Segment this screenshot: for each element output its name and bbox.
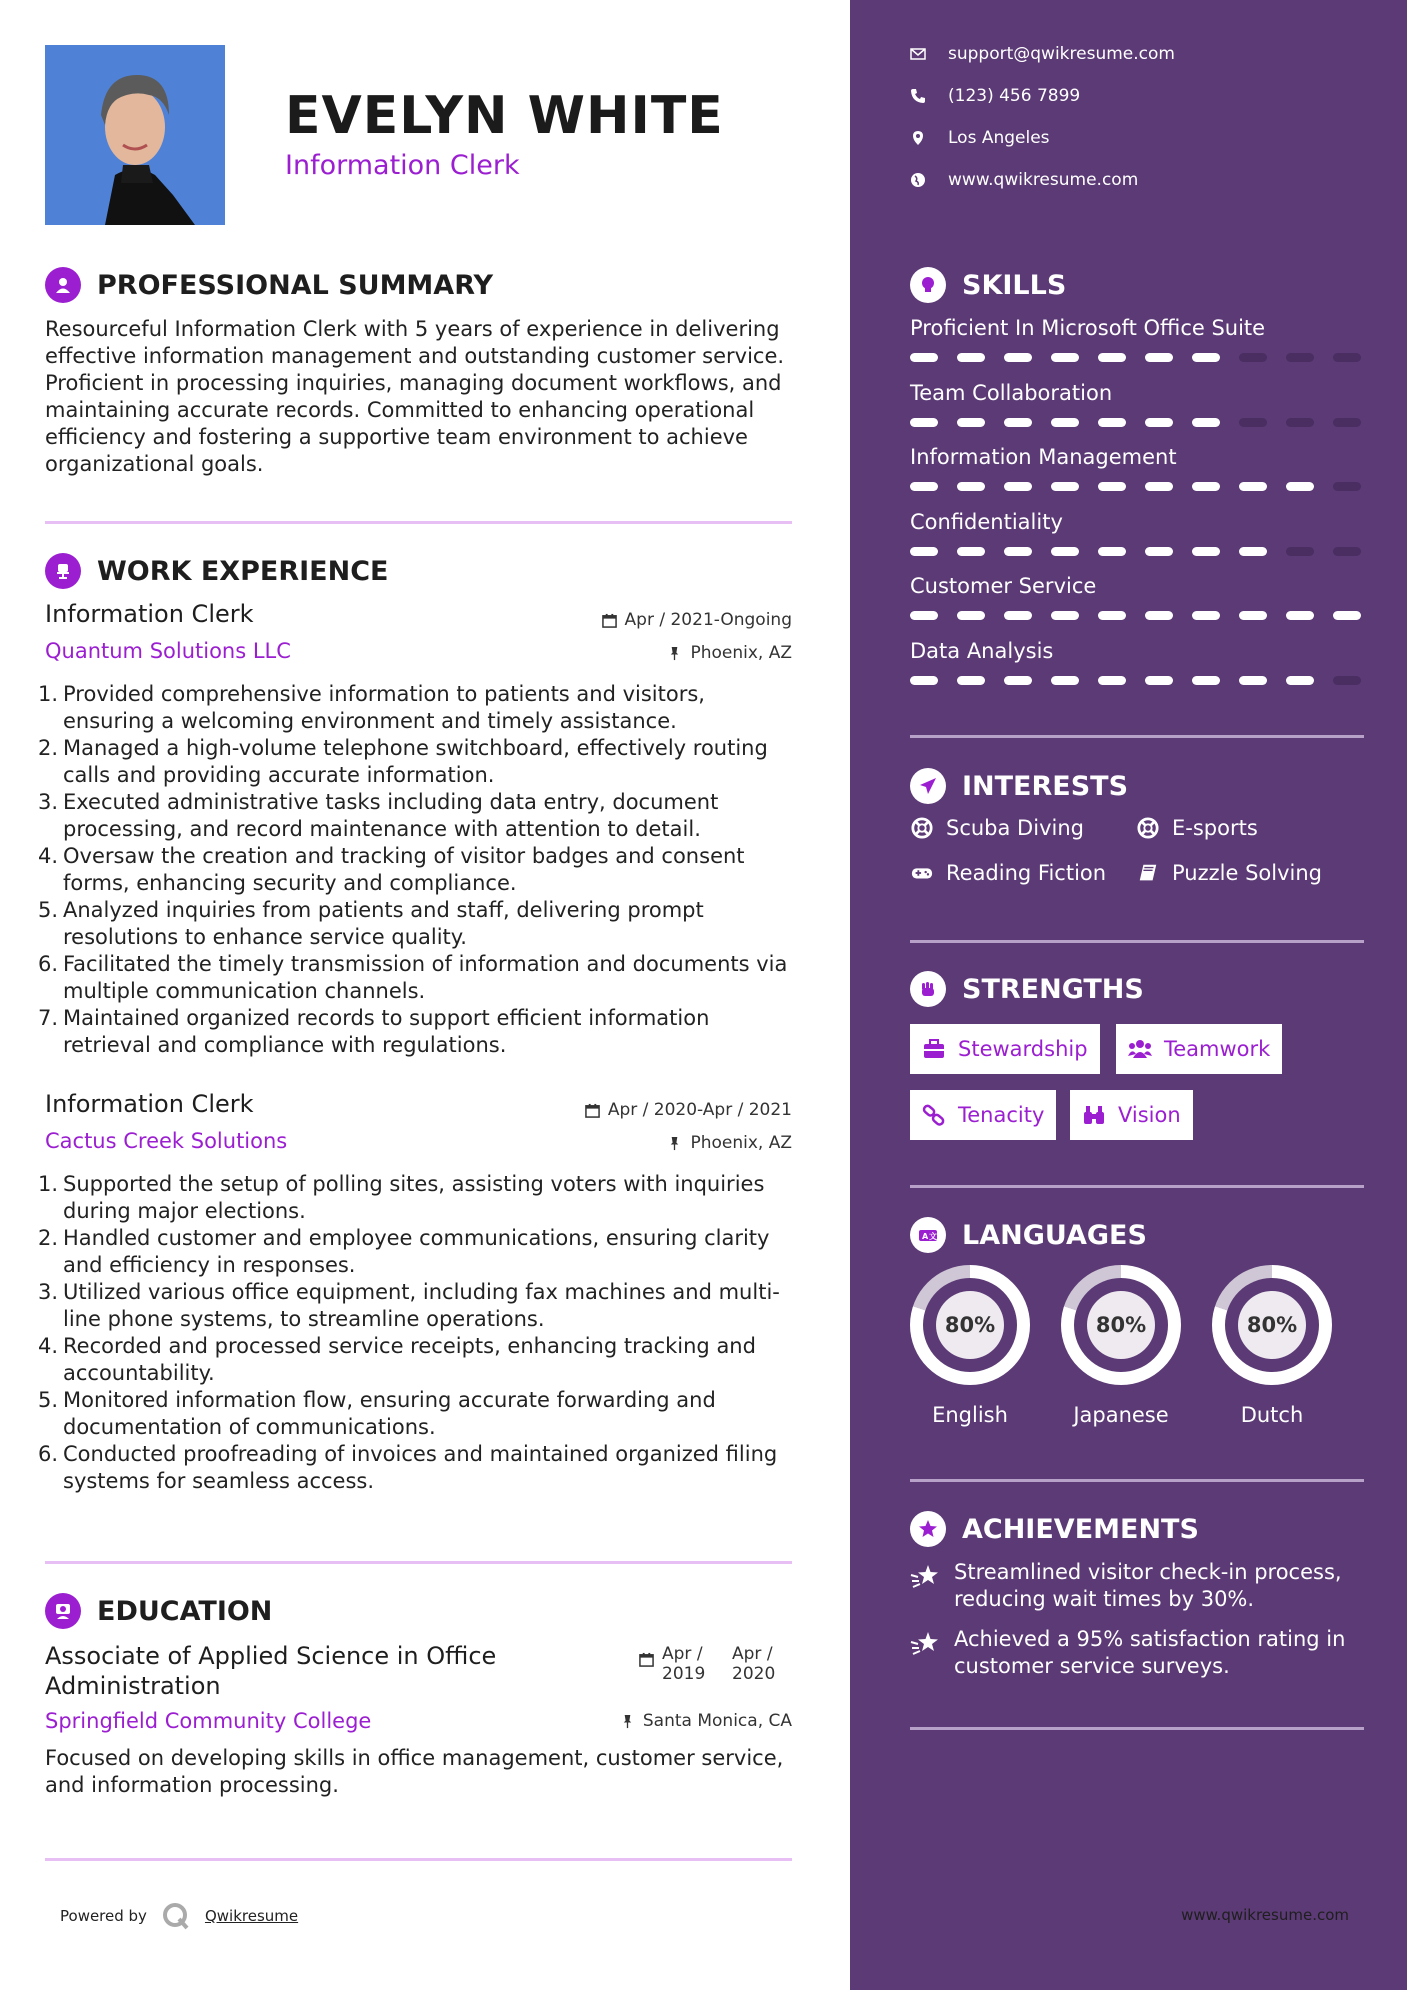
achievement-item: Streamlined visitor check-in process, reducing wait times by 30%. (910, 1559, 1370, 1613)
job-location (667, 1133, 792, 1153)
pin-icon (667, 1136, 682, 1151)
language-name: Dutch (1240, 1403, 1304, 1427)
interest-item: Puzzle Solving (1136, 861, 1322, 885)
rating-dot (910, 611, 938, 620)
experience-heading (45, 553, 388, 589)
rating-dot (1004, 611, 1032, 620)
calendar-icon (602, 613, 617, 628)
rating-dot (1145, 353, 1173, 362)
rating-dot (1004, 482, 1032, 491)
strength-tag: Tenacity (910, 1090, 1056, 1140)
rating-dot (1098, 418, 1126, 427)
strengths-title: STRENGTHS (962, 973, 1144, 1005)
list-item: 4. Recorded and processed service receipts, enhancing tracking and accountability. (38, 1334, 756, 1385)
summary-text: Resourceful Information Clerk with 5 years of experience in delivering effective information management and outstanding customer service. Proficient in processing inquiries, managing document workflows, and maintaining accurate records. Committed to enhancing operational efficiency and fostering a supportive team environment to achieve organizational goals. (45, 317, 785, 476)
interests-heading (910, 768, 1128, 804)
rating-dot (1051, 676, 1079, 685)
briefcase-icon (922, 1038, 946, 1060)
skill-rating (910, 353, 1361, 362)
rating-dot (1333, 676, 1361, 685)
rating-dot (1051, 482, 1079, 491)
rating-dot (910, 353, 938, 362)
list-item: 2. Managed a high-volume telephone switchboard, effectively routing calls and providing accurate information. (38, 736, 768, 787)
rating-dot (1286, 418, 1314, 427)
job-date (585, 1100, 792, 1120)
list-item: 7. Maintained organized records to support efficient information retrieval and compliance with regulations. (38, 1006, 710, 1057)
star-badge-icon (910, 1511, 946, 1547)
school-name: Springfield Community College (45, 1709, 372, 1733)
list-item: 3. Utilized various office equipment, including fax machines and multi-line phone systems, to streamline operations. (38, 1280, 780, 1331)
lifebuoy-icon (910, 817, 934, 839)
rating-dot (1286, 353, 1314, 362)
skill-name: Proficient In Microsoft Office Suite (910, 316, 1266, 340)
rating-dot (1004, 547, 1032, 556)
skills-title: SKILLS (962, 269, 1067, 301)
list-item: 1. Provided comprehensive information to patients and visitors, ensuring a welcoming environment and timely assistance. (38, 682, 705, 733)
language-ring (910, 1265, 1030, 1385)
shooting-star-icon (910, 1630, 940, 1658)
translate-icon (910, 1217, 946, 1253)
sidebar (850, 0, 1407, 1990)
skill-name: Team Collaboration (910, 381, 1113, 405)
binoculars-icon (1082, 1104, 1106, 1126)
job-location (667, 643, 792, 663)
summary-title: PROFESSIONAL SUMMARY (97, 269, 494, 301)
languages-title: LANGUAGES (962, 1219, 1147, 1251)
lifebuoy-icon (1136, 817, 1160, 839)
job-date (602, 610, 792, 630)
skill-rating (910, 418, 1361, 427)
phone-icon (910, 88, 926, 104)
education-title: EDUCATION (97, 1595, 273, 1627)
users-icon (1128, 1038, 1152, 1060)
skill-name: Data Analysis (910, 639, 1054, 663)
interest-item: Scuba Diving (910, 816, 1084, 840)
pin-icon (667, 646, 682, 661)
rating-dot (1192, 547, 1220, 556)
language-percent: 80% (1238, 1291, 1306, 1359)
rating-dot (1098, 547, 1126, 556)
list-item: 6. Facilitated the timely transmission of information and documents via multiple communication channels. (38, 952, 788, 1003)
chair-icon (45, 553, 81, 589)
rating-dot (957, 353, 985, 362)
interest-item: E-sports (1136, 816, 1258, 840)
job-date-text: Apr / 2021-Ongoing (624, 610, 792, 630)
rating-dot (1051, 353, 1079, 362)
list-item: 4. Oversaw the creation and tracking of visitor badges and consent forms, enhancing security and compliance. (38, 844, 745, 895)
footer-website[interactable]: www.qwikresume.com (1181, 1906, 1349, 1924)
interests-title: INTERESTS (962, 770, 1129, 802)
rating-dot (1192, 676, 1220, 685)
contact-email[interactable]: support@qwikresume.com (910, 44, 1175, 64)
summary-heading (45, 267, 493, 303)
job-bullets (38, 681, 800, 1059)
language-item (1212, 1265, 1332, 1427)
language-name: Japanese (1073, 1403, 1169, 1427)
divider (910, 1479, 1364, 1482)
rating-dot (1145, 547, 1173, 556)
qwikresume-logo-icon (161, 1901, 191, 1931)
graduate-icon (45, 1593, 81, 1629)
language-ring (1061, 1265, 1181, 1385)
degree-title: Associate of Applied Science in Office Administration (45, 1642, 497, 1700)
rating-dot (1098, 353, 1126, 362)
rating-dot (1098, 676, 1126, 685)
strengths-heading (910, 971, 1144, 1007)
rating-dot (1192, 418, 1220, 427)
contact-phone[interactable]: (123) 456 7899 (910, 86, 1080, 106)
powered-by-label: Powered by (60, 1907, 147, 1925)
job-title: Information Clerk (45, 600, 254, 628)
powered-by (60, 1901, 298, 1931)
languages-heading (910, 1217, 1147, 1253)
education-description: Focused on developing skills in office management, customer service, and information processing. (45, 1746, 784, 1797)
qwikresume-link[interactable]: Qwikresume (204, 1907, 299, 1925)
svg-text:A: A (922, 1232, 929, 1241)
rating-dot (1098, 482, 1126, 491)
education-location (620, 1711, 792, 1731)
experience-title: WORK EXPERIENCE (97, 555, 389, 587)
candidate-name: EVELYN WHITE (285, 86, 724, 146)
achievement-item: Achieved a 95% satisfaction rating in customer service surveys. (910, 1626, 1370, 1680)
job-bullets (38, 1171, 800, 1495)
job-title: Information Clerk (45, 1090, 254, 1118)
rating-dot (1145, 611, 1173, 620)
rating-dot (1333, 547, 1361, 556)
lightbulb-icon (910, 267, 946, 303)
rating-dot (1286, 611, 1314, 620)
skill-rating (910, 676, 1361, 685)
language-name: English (932, 1403, 1008, 1427)
divider (910, 1727, 1364, 1730)
calendar-icon (639, 1652, 654, 1667)
rating-dot (1051, 611, 1079, 620)
list-item: 6. Conducted proofreading of invoices and maintained organized filing systems for seamless access. (38, 1442, 778, 1493)
divider (910, 735, 1364, 738)
rating-dot (1333, 611, 1361, 620)
calendar-icon (585, 1103, 600, 1118)
language-item (1061, 1265, 1181, 1427)
rating-dot (910, 547, 938, 556)
job-location-text: Phoenix, AZ (690, 1133, 792, 1153)
education-end: Apr / 2020 (732, 1644, 776, 1684)
interest-item: Reading Fiction (910, 861, 1106, 885)
job-company: Quantum Solutions LLC (45, 639, 291, 663)
job-date-text: Apr / 2020-Apr / 2021 (607, 1100, 792, 1120)
candidate-role: Information Clerk (285, 150, 520, 181)
skill-rating (910, 547, 1361, 556)
rating-dot (910, 482, 938, 491)
link-icon (922, 1104, 946, 1126)
rating-dot (910, 418, 938, 427)
rating-dot (1004, 676, 1032, 685)
language-percent: 80% (1087, 1291, 1155, 1359)
list-item: 2. Handled customer and employee communications, ensuring clarity and efficiency in responses. (38, 1226, 770, 1277)
rating-dot (1004, 418, 1032, 427)
rating-dot (1192, 482, 1220, 491)
book-icon (1136, 862, 1160, 884)
user-icon (45, 267, 81, 303)
list-item: 3. Executed administrative tasks including data entry, document processing, and record maintenance with attention to detail. (38, 790, 719, 841)
language-item (910, 1265, 1030, 1427)
language-ring (1212, 1265, 1332, 1385)
rating-dot (957, 418, 985, 427)
rating-dot (1239, 353, 1267, 362)
rating-dot (1333, 353, 1361, 362)
divider (910, 940, 1364, 943)
divider (910, 1185, 1364, 1188)
pin-icon (620, 1714, 635, 1729)
achievements-title: ACHIEVEMENTS (962, 1513, 1199, 1545)
skill-rating (910, 482, 1361, 491)
education-dates (639, 1644, 784, 1684)
rating-dot (1239, 611, 1267, 620)
skill-name: Information Management (910, 445, 1177, 469)
rating-dot (1004, 353, 1032, 362)
rating-dot (1239, 418, 1267, 427)
skill-name: Customer Service (910, 574, 1097, 598)
rating-dot (1145, 418, 1173, 427)
rating-dot (1192, 611, 1220, 620)
profile-photo (45, 45, 225, 225)
rating-dot (957, 547, 985, 556)
strength-tag: Teamwork (1116, 1024, 1282, 1074)
gamepad-icon (910, 862, 934, 884)
shooting-star-icon (910, 1563, 940, 1591)
list-item: 5. Analyzed inquiries from patients and staff, delivering prompt resolutions to enhance service quality. (38, 898, 704, 949)
rating-dot (1239, 676, 1267, 685)
rating-dot (1286, 482, 1314, 491)
contact-website[interactable]: www.qwikresume.com (910, 170, 1138, 190)
envelope-icon (910, 46, 926, 62)
achievements-heading (910, 1511, 1199, 1547)
fist-icon (910, 971, 946, 1007)
strength-tag: Vision (1070, 1090, 1193, 1140)
job-company: Cactus Creek Solutions (45, 1129, 288, 1153)
skill-rating (910, 611, 1361, 620)
skills-heading (910, 267, 1066, 303)
rating-dot (1145, 482, 1173, 491)
rating-dot (957, 611, 985, 620)
job-location-text: Phoenix, AZ (690, 643, 792, 663)
rating-dot (1098, 611, 1126, 620)
contact-location: Los Angeles (910, 128, 1050, 148)
divider (45, 521, 792, 524)
strength-tag: Stewardship (910, 1024, 1100, 1074)
education-location-text: Santa Monica, CA (642, 1711, 792, 1731)
rating-dot (1333, 482, 1361, 491)
language-percent: 80% (936, 1291, 1004, 1359)
list-item: 5. Monitored information flow, ensuring accurate forwarding and documentation of communications. (38, 1388, 716, 1439)
paper-plane-icon (910, 768, 946, 804)
rating-dot (1286, 676, 1314, 685)
map-marker-icon (910, 130, 926, 146)
rating-dot (1239, 482, 1267, 491)
rating-dot (957, 482, 985, 491)
rating-dot (1145, 676, 1173, 685)
rating-dot (1051, 418, 1079, 427)
rating-dot (1051, 547, 1079, 556)
rating-dot (1286, 547, 1314, 556)
svg-text:文: 文 (929, 1232, 937, 1241)
list-item: 1. Supported the setup of polling sites, assisting voters with inquiries during major elections. (38, 1172, 765, 1223)
rating-dot (1192, 353, 1220, 362)
skill-name: Confidentiality (910, 510, 1063, 534)
education-start: Apr / 2019 (662, 1644, 706, 1684)
rating-dot (1333, 418, 1361, 427)
rating-dot (910, 676, 938, 685)
divider (45, 1561, 792, 1564)
globe-icon (910, 172, 926, 188)
education-heading (45, 1593, 272, 1629)
rating-dot (1239, 547, 1267, 556)
divider (45, 1858, 792, 1861)
rating-dot (957, 676, 985, 685)
